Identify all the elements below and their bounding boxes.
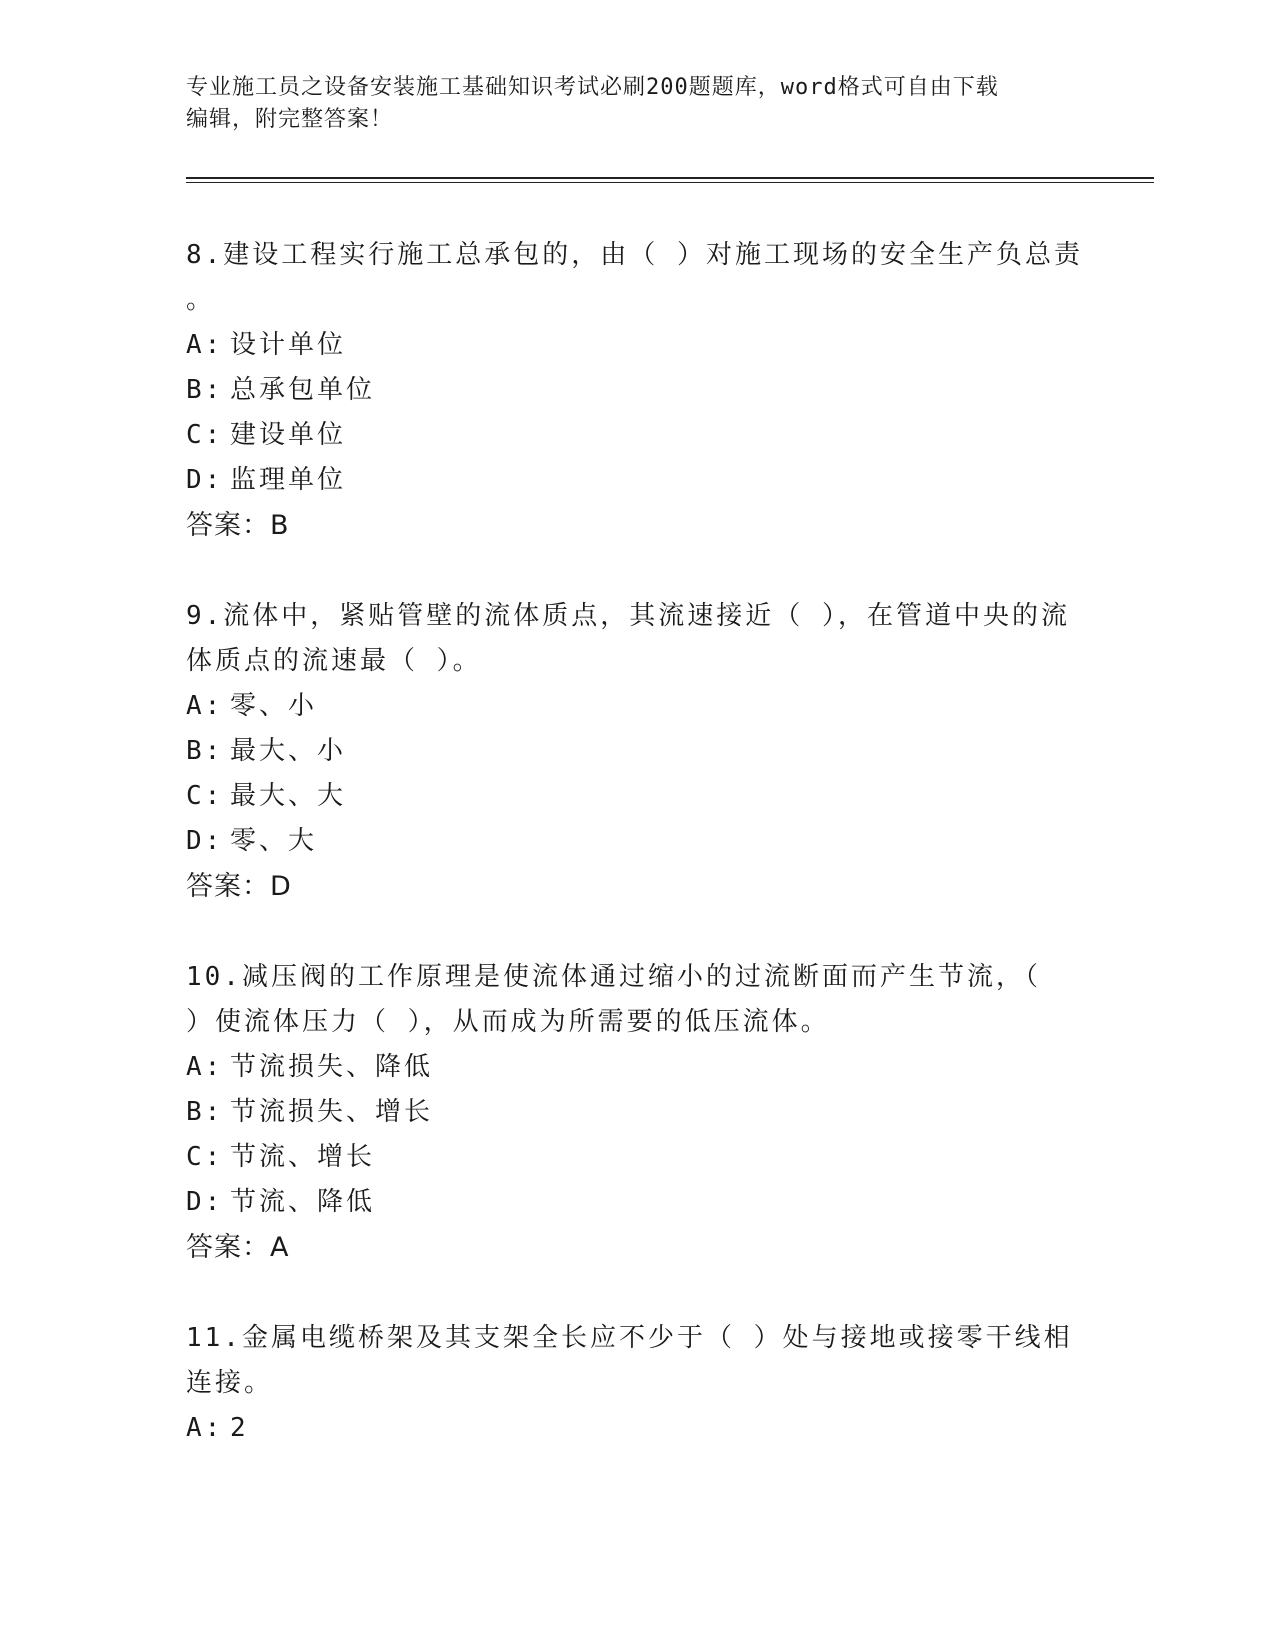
option-a [186,323,1086,368]
option-letter: A: [186,330,224,360]
option-letter: B: [186,736,224,766]
option-b [186,1090,1086,1135]
option-letter: D: [186,826,224,856]
option-letter: A: [186,1052,224,1082]
option-letter: C: [186,781,224,811]
header-divider-thick [186,177,1154,179]
question-stem-line: 连接。 [186,1368,274,1398]
question-stem-line: 8.建设工程实行施工总承包的，由（ ）对施工现场的安全生产负总责 [186,240,1083,270]
option-text: 设计单位 [230,330,347,360]
header-divider-thin [186,182,1154,183]
question-stem-line: ）使流体压力（ ），从而成为所需要的低压流体。 [186,1007,830,1037]
option-c [186,1135,1086,1180]
option-letter: D: [186,465,224,495]
option-text: 建设单位 [230,420,347,450]
answer-label: 答案：A [186,1232,290,1263]
option-b [186,729,1086,774]
question-11 [186,1316,1086,1451]
option-a [186,1406,1086,1451]
option-text: 监理单位 [230,465,347,495]
option-letter: C: [186,1142,224,1172]
option-c [186,413,1086,458]
option-letter: A: [186,1413,224,1443]
option-text: 节流、降低 [230,1187,376,1217]
option-text: 零、小 [230,691,318,721]
option-c [186,774,1086,819]
question-stem-line: 9.流体中，紧贴管壁的流体质点，其流速接近（ ），在管道中央的流 [186,601,1070,631]
option-letter: B: [186,375,224,405]
option-text: 总承包单位 [230,375,376,405]
option-text: 节流、增长 [230,1142,376,1172]
header-title-line-2: 编辑，附完整答案！ [186,107,394,132]
option-text: 最大、大 [230,781,347,811]
header-title-line-1: 专业施工员之设备安装施工基础知识考试必刷200题题库，word格式可自由下载 [186,75,999,100]
option-letter: B: [186,1097,224,1127]
option-letter: C: [186,420,224,450]
option-text: 2 [230,1413,249,1443]
option-a [186,1045,1086,1090]
question-list [186,233,1086,1497]
option-b [186,368,1086,413]
document-header [186,72,1066,136]
answer-label: 答案：D [186,871,292,902]
question-stem-line: 11.金属电缆桥架及其支架全长应不少于（ ）处与接地或接零干线相 [186,1323,1073,1353]
question-8 [186,233,1086,548]
question-stem-line: 体质点的流速最（ ）。 [186,646,482,676]
answer-label: 答案：B [186,510,290,541]
option-d [186,819,1086,864]
option-text: 零、大 [230,826,318,856]
option-text: 最大、小 [230,736,347,766]
option-letter: D: [186,1187,224,1217]
option-text: 节流损失、降低 [230,1052,434,1082]
option-d [186,1180,1086,1225]
option-letter: A: [186,691,224,721]
question-9 [186,594,1086,909]
question-stem-line: 。 [186,285,216,315]
option-text: 节流损失、增长 [230,1097,434,1127]
question-10 [186,955,1086,1270]
question-stem-line: 10.减压阀的工作原理是使流体通过缩小的过流断面而产生节流，（ [186,962,1041,992]
option-d [186,458,1086,503]
option-a [186,684,1086,729]
